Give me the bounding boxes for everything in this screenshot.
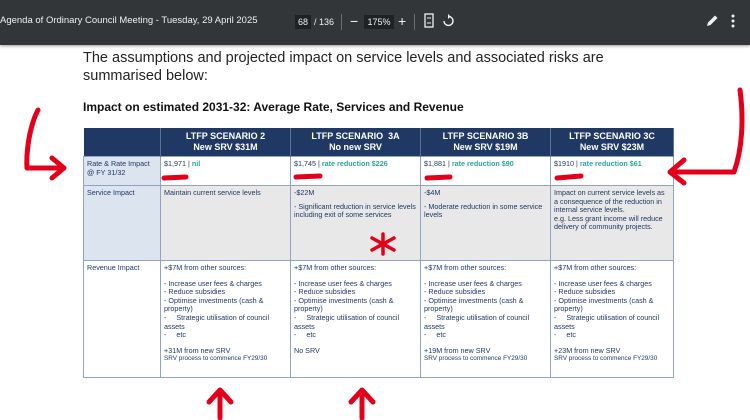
table-header-row xyxy=(84,128,674,157)
page-number-input[interactable]: 68 xyxy=(295,15,311,29)
page-total: / 136 xyxy=(314,17,335,27)
table-row-revenue xyxy=(84,261,674,378)
toolbar-divider xyxy=(341,14,342,30)
table-cell: $1,881 | rate reduction $90 xyxy=(421,157,551,186)
section-heading: Impact on estimated 2031-32: Average Rate, Services and Revenue xyxy=(83,100,464,114)
zoom-in-button[interactable]: + xyxy=(398,13,407,29)
table-header-corner xyxy=(84,128,161,157)
impact-table xyxy=(83,128,674,378)
row-label: Rate & Rate Impact @ FY 31/32 xyxy=(84,157,161,186)
table-header-cell: LTFP SCENARIO 3A No new SRV xyxy=(291,128,421,157)
toolbar-divider xyxy=(414,14,415,30)
row-label: Revenue Impact xyxy=(84,261,161,378)
table-header-cell: LTFP SCENARIO 3C New SRV $23M xyxy=(551,128,674,157)
table-row-service xyxy=(84,186,674,261)
table-header-cell: LTFP SCENARIO 2 New SRV $31M xyxy=(161,128,291,157)
pdf-toolbar xyxy=(0,0,750,45)
table-cell: -$4M - Moderate reduction in some service levels xyxy=(421,186,551,261)
fit-page-icon[interactable] xyxy=(423,13,435,34)
pen-icon[interactable] xyxy=(705,13,719,34)
table-cell: +$7M from other sources: - Increase user fees & charges - Reduce subsidies - Optimise investments (cash & property) - Strategic utilisation of council assets - etc +31M from new SRV SRV process to commence FY29/30 xyxy=(161,261,291,378)
table-cell: +$7M from other sources: - Increase user fees & charges - Reduce subsidies - Optimise investments (cash & property) - Strategic utilisation of council assets - etc +19M from new SRV SRV process to commence FY29/30 xyxy=(421,261,551,378)
more-icon[interactable] xyxy=(730,13,736,34)
table-cell: +$7M from other sources: - Increase user fees & charges - Reduce subsidies - Optimise investments (cash & property) - Strategic utilisation of council assets - etc No SRV xyxy=(291,261,421,378)
table-cell: -$22M - Significant reduction in service levels including exit of some services xyxy=(291,186,421,261)
table-cell: Impact on current service levels as a consequence of the reduction in internal service levels. e.g. Less grant income will reduce delivery of community projects. xyxy=(551,186,674,261)
zoom-level-input[interactable]: 175% xyxy=(364,15,394,29)
table-cell: Maintain current service levels xyxy=(161,186,291,261)
table-cell: $1910 | rate reduction $61 xyxy=(551,157,674,186)
table-cell: $1,971 | nil xyxy=(161,157,291,186)
zoom-out-button[interactable]: − xyxy=(350,13,359,29)
table-row-rate xyxy=(84,157,674,186)
table-cell: +$7M from other sources: - Increase user fees & charges - Reduce subsidies - Optimise investments (cash & property) - Strategic utilisation of council assets - etc +23M from new SRV SRV process to commence FY29/30 xyxy=(551,261,674,378)
rotate-icon[interactable] xyxy=(441,13,455,34)
document-title: Agenda of Ordinary Council Meeting - Tuesday, 29 April 2025 xyxy=(0,15,258,26)
table-header-cell: LTFP SCENARIO 3B New SRV $19M xyxy=(421,128,551,157)
row-label: Service Impact xyxy=(84,186,161,261)
intro-paragraph: The assumptions and projected impact on service levels and associated risks are summarised below: xyxy=(83,50,604,84)
table-cell: $1,745 | rate reduction $226 xyxy=(291,157,421,186)
